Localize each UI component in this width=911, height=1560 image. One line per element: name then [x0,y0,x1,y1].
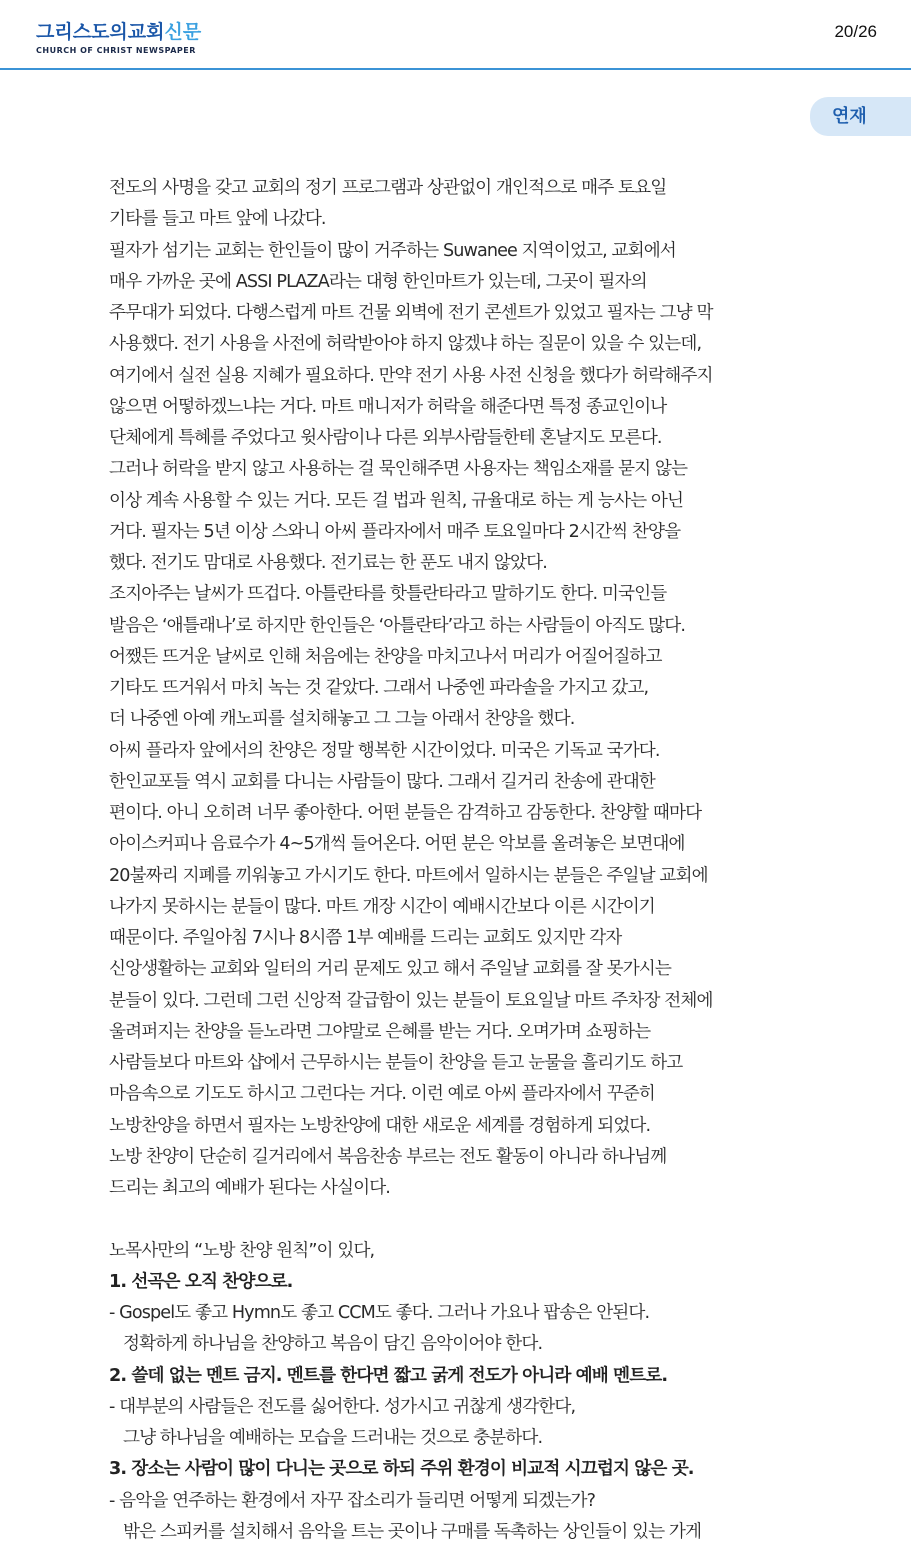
article-line: 기타도 뜨거워서 마치 녹는 것 같았다. 그래서 나중엔 파라솔을 가지고 갔고, [109,678,649,698]
article-line: 신앙생활하는 교회와 일터의 거리 문제도 있고 해서 주일날 교회를 잘 못가시는 [109,959,671,980]
article-line: 마음속으로 기도도 하시고 그런다는 거다. 이런 예로 아씨 플라자에서 꾸준히 [109,1084,655,1105]
logo-title-accent: 신문 [164,21,202,43]
logo-title-main: 그리스도의교회 [36,21,165,43]
article-line: 나가지 못하시는 분들이 많다. 마트 개장 시간이 예배시간보다 이른 시간이기 [109,896,655,917]
article-line: 사람들보다 마트와 샵에서 근무하시는 분들이 찬양을 듣고 눈물을 흘리기도 하고 [109,1053,683,1073]
article-line: 노방 찬양이 단순히 길거리에서 복음찬송 부르는 전도 활동이 아니라 하나님께 [109,1146,667,1167]
article-line: 편이다. 아니 오히려 너무 좋아한다. 어떤 분들은 감격하고 감동한다. 찬양할 때마다 [109,803,702,823]
principle-title: 1. 선곡은 오직 찬양으로. [109,1271,293,1292]
article-line: 했다. 전기도 맘대로 사용했다. 전기료는 한 푼도 내지 않았다. [109,553,547,573]
article-line: 노방찬양을 하면서 필자는 노방찬양에 대한 새로운 세계를 경험하게 되었다. [109,1115,651,1136]
paragraph-spacer [109,1204,869,1235]
principle-detail: - 음악을 연주하는 환경에서 자꾸 잡소리가 들리면 어떻게 되겠는가? [109,1490,596,1511]
principle-detail: 밖은 스피커를 설치해서 음악을 트는 곳이나 구매를 독촉하는 상인들이 있는 가게 [123,1521,702,1542]
principles-intro: 노목사만의 “노방 찬양 원칙”이 있다, [109,1240,375,1261]
page-number: 20/26 [834,22,877,41]
article-line: 한인교포들 역시 교회를 다니는 사람들이 많다. 그래서 길거리 찬송에 관대한 [109,771,655,792]
article-line: 전도의 사명을 갖고 교회의 정기 프로그램과 상관없이 개인적으로 매주 토요일 [109,178,667,198]
article-line: 기타를 들고 마트 앞에 나갔다. [109,209,326,230]
article-line: 않으면 어떻하겠느냐는 거다. 마트 매니저가 허락을 해준다면 특정 종교인이나 [109,396,667,417]
principle-detail: - 대부분의 사람들은 전도를 싫어한다. 성가시고 귀찮게 생각한다, [109,1396,576,1417]
principle-detail: - Gospel도 좋고 Hymn도 좋고 CCM도 좋다. 그러나 가요나 팝송은 안된다. [109,1303,650,1323]
article-line: 20불짜리 지폐를 끼워놓고 가시기도 한다. 마트에서 일하시는 분들은 주일날 교회에 [109,865,708,886]
principle-detail: 정확하게 하나님을 찬양하고 복음이 담긴 음악이어야 한다. [123,1334,543,1355]
article-line: 더 나중엔 아예 캐노피를 설치해놓고 그 그늘 아래서 찬양을 했다. [109,709,575,730]
article-line: 아이스커피나 음료수가 4~5개씩 들어온다. 어떤 분은 악보를 올려놓은 보면대에 [109,834,685,855]
principle-detail: 그냥 하나님을 예배하는 모습을 드러내는 것으로 충분하다. [123,1428,543,1448]
article-line: 울려퍼지는 찬양을 듣노라면 그야말로 은혜를 받는 거다. 오며가며 쇼핑하는 [109,1021,651,1042]
article-line: 발음은 ‘애틀래나’로 하지만 한인들은 ‘아틀란타’라고 하는 사람들이 아직도 많다. [109,615,686,636]
article-line: 매우 가까운 곳에 ASSI PLAZA라는 대형 한인마트가 있는데, 그곳이 필자의 [109,271,647,292]
article-line: 드리는 최고의 예배가 된다는 사실이다. [109,1178,390,1198]
principle-title: 3. 장소는 사람이 많이 다니는 곳으로 하되 주위 환경이 비교적 시끄럽지 않은 곳. [109,1459,694,1480]
logo-subtitle: CHURCH OF CHRIST NEWSPAPER [36,46,196,55]
article-line: 이상 계속 사용할 수 있는 거다. 모든 걸 법과 원칙, 규율대로 하는 게 능사는 아닌 [109,490,684,511]
article-line: 분들이 있다. 그런데 그런 신앙적 갈급함이 있는 분들이 토요일날 마트 주차장 전체에 [109,990,713,1011]
article-body [109,173,869,1548]
article-line: 여기에서 실전 실용 지혜가 필요하다. 만약 전기 사용 사전 신청을 했다가 허락해주지 [109,365,713,386]
page-header [0,0,911,70]
section-badge: 연재 [810,97,911,136]
article-line: 사용했다. 전기 사용을 사전에 허락받아야 하지 않겠냐 하는 질문이 있을 수 있는데, [109,334,702,355]
newspaper-logo [36,20,201,56]
logo-title [36,20,201,44]
principle-title: 2. 쓸데 없는 멘트 금지. 멘트를 한다면 짧고 굵게 전도가 아니라 예배 멘트로. [109,1365,668,1386]
article-line: 필자가 섬기는 교회는 한인들이 많이 거주하는 Suwanee 지역이었고, 교회에서 [109,240,676,261]
article-line: 때문이다. 주일아침 7시나 8시쯤 1부 예배를 드리는 교회도 있지만 각자 [109,928,622,948]
article-line: 그러나 허락을 받지 않고 사용하는 걸 묵인해주면 사용자는 책임소재를 묻지 않는 [109,459,688,480]
article-line: 어쨌든 뜨거운 날씨로 인해 처음에는 찬양을 마치고나서 머리가 어질어질하고 [109,646,662,667]
article-line: 아씨 플라자 앞에서의 찬양은 정말 행복한 시간이었다. 미국은 기독교 국가다. [109,740,660,761]
article-line: 단체에게 특혜를 주었다고 윗사람이나 다른 외부사람들한테 혼날지도 모른다. [109,428,662,448]
article-line: 조지아주는 날씨가 뜨겁다. 아틀란타를 핫틀란타라고 말하기도 한다. 미국인들 [109,584,667,605]
article-line: 거다. 필자는 5년 이상 스와니 아씨 플라자에서 매주 토요일마다 2시간씩 찬양을 [109,521,681,542]
header-divider [0,68,911,70]
article-line: 주무대가 되었다. 다행스럽게 마트 건물 외벽에 전기 콘센트가 있었고 필자는 그냥 막 [109,303,713,323]
